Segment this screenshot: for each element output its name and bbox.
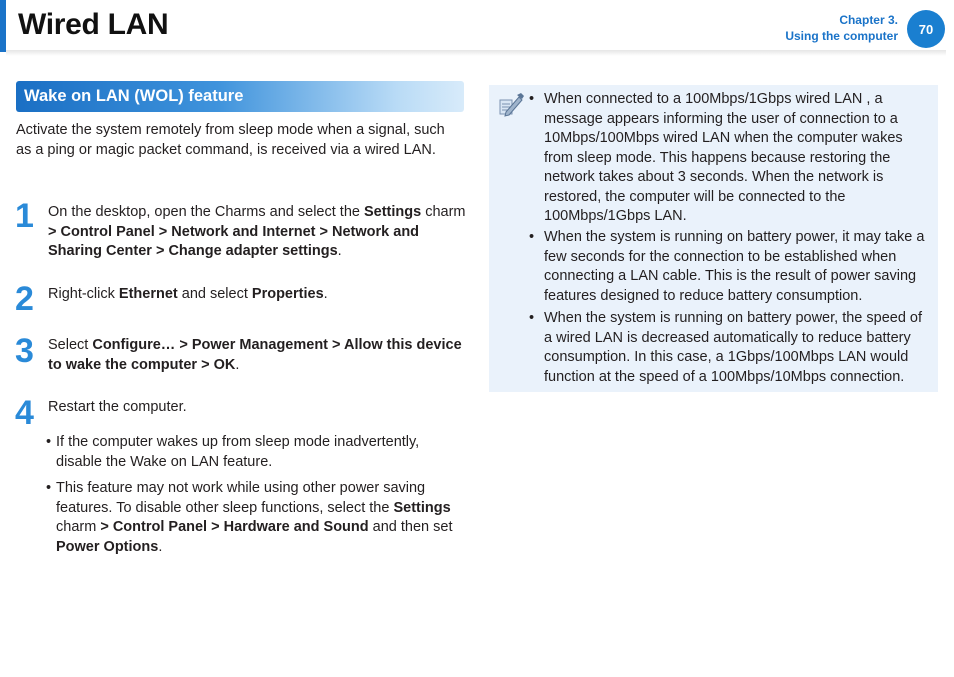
bullet: • xyxy=(529,229,535,245)
note-text xyxy=(56,480,452,555)
text-run: This feature may not work while using other power saving features. To disable other sleep functions, select the xyxy=(56,480,426,516)
tip-text: When the system is running on battery power, the speed of a wired LAN is decreased automatically to reduce battery consumption. In this case, a 1Gbps/100Mbps LAN would function at the speed of a 100Mbps/10Mbps connection. xyxy=(544,310,923,385)
bullet: • xyxy=(46,434,52,450)
section-intro: Activate the system remotely from sleep mode when a signal, such as a ping or magic packet command, is received via a wired LAN. xyxy=(16,122,445,158)
chapter-title: Using the computer xyxy=(785,29,898,43)
text-run: and select xyxy=(177,286,252,302)
note-text xyxy=(56,434,419,470)
list-item xyxy=(46,433,466,472)
chapter-number: Chapter 3. xyxy=(839,13,898,27)
bullet: • xyxy=(46,480,52,496)
text-run: Restart the computer. xyxy=(48,399,187,415)
emphasis-text: > Control Panel > Network and Internet > Network and Sharing Center > Change adapter settings xyxy=(48,223,420,259)
emphasis-text: Ethernet xyxy=(118,286,178,302)
step-number: 2 xyxy=(15,280,34,318)
text-run: charm xyxy=(421,204,466,220)
bullet: • xyxy=(529,310,535,326)
text-run: and then set xyxy=(368,519,453,535)
tip-item xyxy=(529,90,933,227)
tip-text: When the system is running on battery power, it may take a few seconds for the connection to be established when connecting a LAN cable. This is the result of power saving features designed to reduce battery consumption. xyxy=(544,229,925,304)
emphasis-text: Configure… > Power Management > Allow this device to wake the computer > OK xyxy=(48,337,462,373)
step-number: 3 xyxy=(15,332,34,370)
step-text xyxy=(48,398,466,418)
step-number: 4 xyxy=(15,394,34,432)
step-notes xyxy=(46,433,466,557)
bullet: • xyxy=(529,91,535,107)
section-heading: Wake on LAN (WOL) feature xyxy=(16,81,464,112)
text-run: Select xyxy=(48,337,93,353)
text-run: On the desktop, open the Charms and select the xyxy=(48,204,364,220)
text-run: . xyxy=(323,286,328,302)
chapter-label xyxy=(785,12,898,44)
note-pencil-icon xyxy=(497,92,525,118)
emphasis-text: Power Options xyxy=(56,538,159,555)
tip-text: When connected to a 100Mbps/1Gbps wired LAN , a message appears informing the user of connection to a 10Mbps/100Mbps wired LAN when the computer wakes from sleep mode. This happens because restoring the network takes about 3 seconds. When the network is restored, the computer will be connected to the 100Mbps/1Gbps LAN. xyxy=(544,91,903,224)
emphasis-text: > Control Panel > Hardware and Sound xyxy=(100,519,369,535)
header-accent-bar xyxy=(0,0,6,52)
emphasis-text: Properties xyxy=(251,286,324,302)
step-number: 1 xyxy=(15,197,34,235)
page-number-badge: 70 xyxy=(907,10,945,48)
text-run: If the computer wakes up from sleep mode inadvertently, disable the Wake on LAN feature. xyxy=(56,434,420,470)
text-run: Right-click xyxy=(48,286,119,302)
step-text xyxy=(48,203,466,262)
header-divider xyxy=(6,50,946,56)
tip-item xyxy=(529,228,933,306)
list-item xyxy=(46,479,466,557)
step-text xyxy=(48,285,466,305)
text-run: . xyxy=(235,356,240,373)
page-title: Wired LAN xyxy=(18,8,169,41)
emphasis-text: Settings xyxy=(363,204,422,220)
text-run: charm xyxy=(56,519,101,535)
tip-item xyxy=(529,309,933,387)
text-run: . xyxy=(337,243,342,259)
step-text xyxy=(48,336,466,375)
text-run: . xyxy=(158,538,163,555)
emphasis-text: Settings xyxy=(393,499,451,516)
